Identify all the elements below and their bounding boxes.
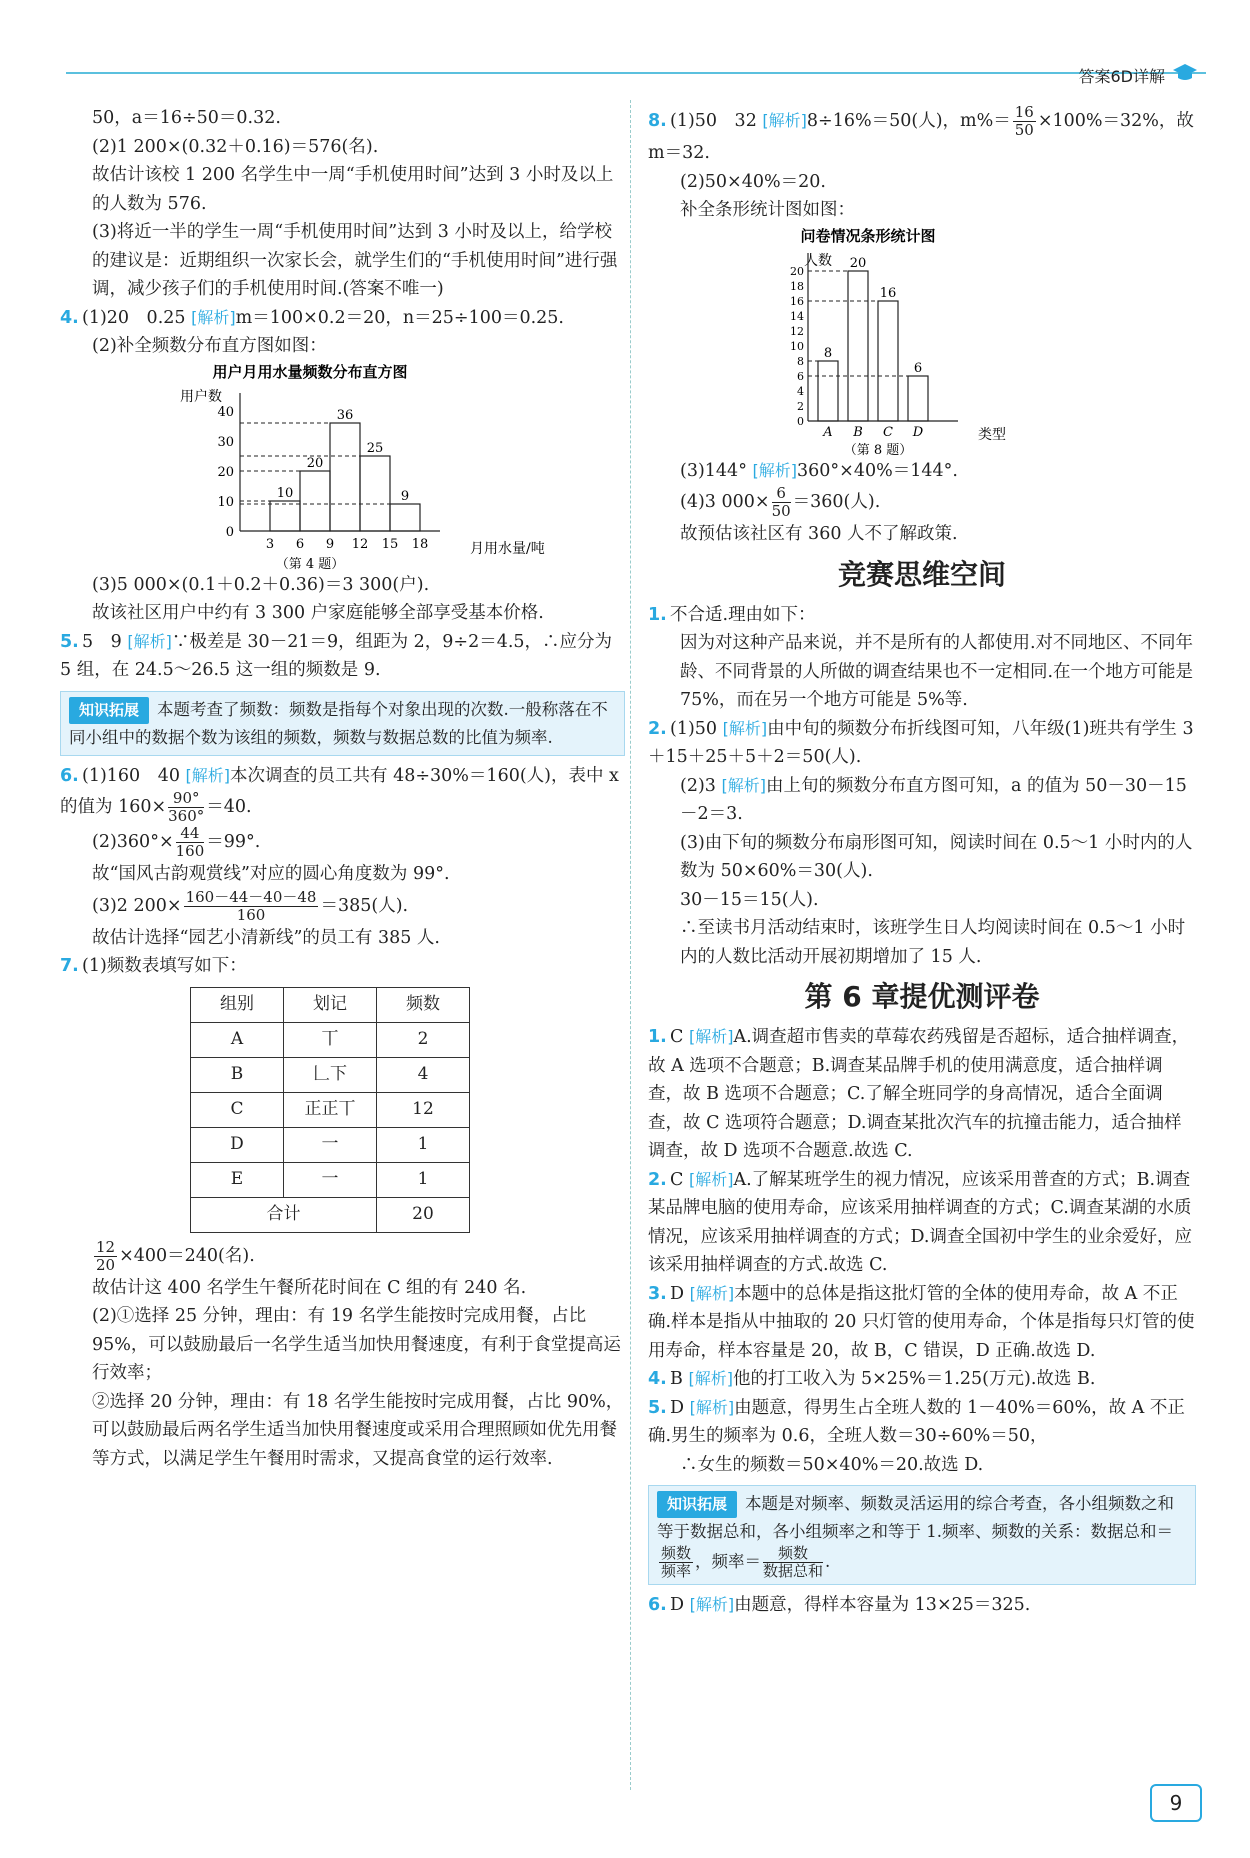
histogram-chart bbox=[140, 361, 560, 571]
x-tick-label: 9 bbox=[325, 536, 335, 552]
data-label: 16 bbox=[879, 285, 897, 301]
fraction: $\frac{12}{20}$ bbox=[96, 1237, 116, 1274]
analysis-tag: [解析] bbox=[191, 307, 236, 327]
histogram-bar bbox=[330, 423, 360, 531]
y-tick-label: 14 bbox=[790, 309, 804, 323]
y-tick-label: 12 bbox=[790, 324, 804, 338]
y-tick-label: 0 bbox=[797, 414, 804, 428]
chart-ylabel: 人数 bbox=[804, 252, 832, 269]
text-line: ∴女生的频数＝50×40%＝20.故选 D. bbox=[680, 1454, 984, 1475]
test-answer-5: 5. D [解析]由题意，得男生占全班人数的 1－40%＝60%，故 A 不正确.男生的频率为 0.6，全班人数＝30÷60%＝50， bbox=[648, 1397, 1185, 1446]
bar bbox=[908, 376, 928, 421]
text-line: (3)5 000×(0.1＋0.2＋0.36)＝3 300(户). bbox=[92, 574, 430, 595]
graduation-cap-icon bbox=[1172, 62, 1198, 82]
y-tick-label: 30 bbox=[217, 434, 234, 450]
data-label: 10 bbox=[276, 485, 294, 501]
y-tick-label: 8 bbox=[797, 354, 804, 368]
x-tick-label: C bbox=[883, 424, 893, 440]
left-column bbox=[60, 104, 625, 1473]
contest-answer-1: 1. 不合适.理由如下： bbox=[648, 604, 816, 625]
y-tick-label: 20 bbox=[217, 464, 234, 480]
data-label: 20 bbox=[306, 455, 324, 471]
text-line: ∴至读书月活动结束时，该班学生日人均阅读时间在 0.5～1 小时内的人数比活动开展初期增加了 15 人. bbox=[680, 918, 1186, 967]
analysis-tag: [解析] bbox=[689, 1595, 735, 1614]
y-tick-label: 6 bbox=[797, 369, 804, 383]
text-line: (3)由下旬的频数分布扇形图可知，阅读时间在 0.5～1 小时内的人数为 50×60%＝30(人). bbox=[680, 832, 1193, 881]
answer-8: 8. (1)50 32 [解析]8÷16%＝50(人)，m%＝ $\frac{16}{50}$ ×100%＝32%，故 m＝32. bbox=[648, 103, 1194, 163]
answer-6: 6. (1)160 40 [解析]本次调查的员工共有 48÷30%＝160(人)，表中 x 的值为 160× $\frac{90^\circ}{360^\circ}$ ＝40. bbox=[60, 765, 619, 825]
chart-xlabel: 月用水量/吨 bbox=[470, 540, 545, 557]
frequency-table bbox=[190, 987, 470, 1233]
data-label: 20 bbox=[849, 255, 867, 271]
text-line: (4)3 000× $\frac{6}{50}$ ＝360(人). bbox=[680, 484, 881, 520]
bar-chart bbox=[758, 225, 1058, 457]
text-line: 故估计该校 1 200 名学生中一周“手机使用时间”达到 3 小时及以上的人数为 576. bbox=[92, 165, 614, 214]
header-label: 答案6D详解 bbox=[1078, 67, 1165, 86]
x-tick-label: 18 bbox=[411, 536, 429, 552]
analysis-tag: [解析] bbox=[689, 1397, 735, 1417]
test-answer-1: 1. C [解析]A.调查超市售卖的草莓农药残留是否超标，适合抽样调查，故 A 选项不合题意；B.调查某品牌手机的使用满意度，适合抽样调查，故 B 选项不合题意；C.了解全班同学的身高情况，适合全面调查，故 C 选项符合题意；D.调查某批次汽车的抗撞击能力，适合抽样调查，故 D 选项不合题意.故选 C. bbox=[648, 1027, 1190, 1161]
fraction: $\frac{\text{频数}}{\text{数据总和}}$ bbox=[763, 1544, 824, 1580]
chart-title: 用户月用水量频数分布直方图 bbox=[212, 362, 408, 381]
text-line: 故估计这 400 名学生午餐所花时间在 C 组的有 240 名. bbox=[92, 1277, 527, 1298]
column-divider bbox=[630, 100, 631, 1790]
y-tick-label: 16 bbox=[790, 294, 804, 308]
data-label: 6 bbox=[913, 360, 923, 376]
y-tick-label: 4 bbox=[797, 384, 804, 398]
analysis-tag: [解析] bbox=[688, 1027, 734, 1046]
text-line: (3)144° [解析]360°×40%＝144°. bbox=[680, 460, 958, 481]
y-tick-label: 18 bbox=[790, 279, 804, 293]
contest-answer-2: 2. (1)50 [解析]由中旬的频数分布折线图可知，八年级(1)班共有学生 3＋15＋25＋5＋2＝50(人). bbox=[648, 718, 1194, 767]
chart-caption: （第 4 题） bbox=[275, 556, 345, 571]
fraction: $\frac{16}{50}$ bbox=[1014, 103, 1034, 139]
table-row: E 一 1 bbox=[191, 1162, 470, 1197]
histogram-bar bbox=[360, 456, 390, 531]
histogram-bar bbox=[300, 471, 330, 531]
page-number: 9 bbox=[1150, 1784, 1202, 1822]
text-line: ②选择 20 分钟，理由：有 18 名学生能按时完成用餐，占比 90%，可以鼓励最后两名学生适当加快用餐速度或采用合理照顾如优先用餐等方式，以满足学生午餐用时需求，又提高食堂的运行效率. bbox=[92, 1391, 624, 1469]
bar bbox=[848, 271, 868, 421]
test-answer-6: 6. D [解析]由题意，得样本容量为 13×25＝325. bbox=[648, 1595, 1031, 1615]
header-rule bbox=[66, 72, 1206, 74]
section-title: 第 6 章提优测评卷 bbox=[804, 980, 1040, 1013]
analysis-tag: [解析] bbox=[127, 631, 172, 651]
y-tick-label: 2 bbox=[797, 399, 804, 413]
text-line: 故“国风古韵观赏线”对应的圆心角度数为 99°. bbox=[92, 864, 450, 884]
bar bbox=[878, 301, 898, 421]
y-tick-label: 10 bbox=[217, 494, 234, 510]
chart-caption: （第 8 题） bbox=[843, 442, 913, 457]
test-answer-4: 4. B [解析]他的打工收入为 5×25%＝1.25(万元).故选 B. bbox=[648, 1369, 1096, 1389]
text-line: (2)360°× $\frac{44}{160}$ ＝99°. bbox=[92, 824, 261, 860]
y-tick-label: 20 bbox=[790, 264, 804, 278]
analysis-tag: [解析] bbox=[185, 765, 231, 785]
text-line: (2)①选择 25 分钟，理由：有 19 名学生能按时完成用餐，占比 95%，可以鼓励最后一名学生适当加快用餐速度，有利于食堂提高运行效率； bbox=[92, 1306, 621, 1383]
text-line: (2)1 200×(0.32＋0.16)＝576(名). bbox=[92, 136, 379, 157]
chart-xlabel: 类型 bbox=[978, 426, 1006, 443]
section-title: 竞赛思维空间 bbox=[837, 557, 1006, 591]
test-answer-2: 2. C [解析]A.了解某班学生的视力情况，应该采用普查的方式；B.调查某品牌电脑的使用寿命，应该采用抽样调查的方式；C.调查某湖的水质情况，应该采用抽样调查的方式；D.调查全国初中学生的业余爱好，应该采用抽样调查的方式.故选 C. bbox=[648, 1169, 1192, 1275]
chart-title: 问卷情况条形统计图 bbox=[800, 226, 936, 245]
answer-4: 4. (1)20 0.25 [解析]m＝100×0.2＝20，n＝25÷100＝0.25. bbox=[60, 307, 564, 328]
analysis-tag: [解析] bbox=[688, 1369, 733, 1388]
text-line: (2)3 [解析]由上旬的频数分布直方图可知，a 的值为 50－30－15－2＝3. bbox=[680, 775, 1187, 824]
answer-5: 5. 5 9 [解析]∵极差是 30－21＝9，组距为 2，9÷2＝4.5，∴应分为 5 组，在 24.5～26.5 这一组的频数是 9. bbox=[60, 631, 613, 680]
knowledge-box-title: 知识拓展 bbox=[69, 697, 149, 724]
y-tick-label: 10 bbox=[790, 339, 804, 353]
analysis-tag: [解析] bbox=[689, 1283, 735, 1303]
text-line: 故预估该社区有 360 人不了解政策. bbox=[680, 524, 958, 544]
table-row: B 𠃊下 4 bbox=[191, 1057, 470, 1092]
knowledge-box: 知识拓展 本题考查了频数：频数是指每个对象出现的次数.一般称落在不同小组中的数据个数为该组的频数，频数与数据总数的比值为频率. bbox=[60, 691, 625, 756]
text-line: 故该社区用户中约有 3 300 户家庭能够全部享受基本价格. bbox=[92, 603, 544, 623]
table-header-row: 组别 划记 频数 bbox=[191, 987, 470, 1022]
fraction: $\frac{44}{160}$ bbox=[175, 824, 205, 860]
text-line: 30－15＝15(人). bbox=[680, 889, 819, 910]
table-row: D 一 1 bbox=[191, 1127, 470, 1162]
right-column bbox=[648, 104, 1196, 1620]
table-row: A 丅 2 bbox=[191, 1022, 470, 1057]
x-tick-label: 6 bbox=[295, 536, 305, 552]
knowledge-box: 知识拓展 本题是对频率、频数灵活运用的综合考查，各小组频数之和等于数据总和，各小组频率之和等于 1.频率、频数的关系：数据总和＝ $\frac{\text{频数}}{\text{频率}}$ ，频率＝ $\frac{\text{频数}}{\text{数据总和}}$ . bbox=[648, 1485, 1196, 1585]
text-line: (3)将近一半的学生一周“手机使用时间”达到 3 小时及以上，给学校的建议是：近期组织一次家长会，就学生们的“手机使用时间”进行强调，减少孩子们的手机使用时间.(答案不唯一) bbox=[92, 222, 618, 299]
analysis-tag: [解析] bbox=[762, 111, 807, 130]
answer-7: 7. (1)频数表填写如下： bbox=[60, 956, 247, 976]
histogram-bar bbox=[390, 504, 420, 531]
text-line: 补全条形统计图如图： bbox=[680, 200, 855, 220]
test-answer-3: 3. D [解析]本题中的总体是指这批灯管的全体的使用寿命，故 A 不正确.样本是指从中抽取的 20 只灯管的使用寿命，个体是指每只灯管的使用寿命，样本容量是 20，故 B，C 错误，D 正确.故选 D. bbox=[648, 1283, 1195, 1361]
text-line: 50，a＝16÷50＝0.32. bbox=[92, 108, 281, 128]
y-tick-label: 0 bbox=[225, 524, 234, 540]
x-tick-label: B bbox=[853, 424, 863, 440]
text-line: $\frac{12}{20}$ ×400＝240(名). bbox=[96, 1237, 255, 1274]
x-tick-label: A bbox=[823, 424, 833, 440]
analysis-tag: [解析] bbox=[722, 718, 768, 738]
analysis-tag: [解析] bbox=[688, 1169, 734, 1189]
x-tick-label: D bbox=[912, 424, 924, 440]
fraction: $\frac{90^\circ}{360^\circ}$ bbox=[168, 789, 205, 825]
y-tick-label: 40 bbox=[217, 404, 234, 420]
x-tick-label: 12 bbox=[351, 536, 369, 552]
text-line: 因为对这种产品来说，并不是所有的人都使用.对不同地区、不同年龄、不同背景的人所做的调查结果也不一定相同.在一个地方可能是 75%，而在另一个地方可能是 5%等. bbox=[680, 633, 1194, 710]
table-row: 合计 20 bbox=[191, 1197, 470, 1232]
chart-ylabel: 用户数 bbox=[180, 388, 222, 405]
knowledge-box-title: 知识拓展 bbox=[657, 1491, 737, 1518]
fraction: $\frac{6}{50}$ bbox=[771, 484, 791, 520]
text-line: (3)2 200× $\frac{160-44-40-48}{160}$ ＝385(人). bbox=[92, 887, 409, 924]
x-tick-label: 3 bbox=[265, 536, 275, 552]
data-label: 8 bbox=[823, 345, 833, 361]
fraction: $\frac{\text{频数}}{\text{频率}}$ bbox=[661, 1544, 692, 1580]
text-line: 故估计选择“园艺小清新线”的员工有 385 人. bbox=[92, 927, 440, 948]
text-line: (2)50×40%＝20. bbox=[680, 171, 826, 192]
x-tick-label: 15 bbox=[381, 536, 399, 552]
data-label: 9 bbox=[400, 488, 410, 504]
data-label: 25 bbox=[366, 440, 384, 456]
data-label: 36 bbox=[336, 407, 354, 423]
text-line: (2)补全频数分布直方图如图： bbox=[92, 336, 327, 356]
histogram-bar bbox=[270, 501, 300, 531]
bar bbox=[818, 361, 838, 421]
fraction: $\frac{160-44-40-48}{160}$ bbox=[185, 887, 317, 924]
table-row: C 正正丅 12 bbox=[191, 1092, 470, 1127]
